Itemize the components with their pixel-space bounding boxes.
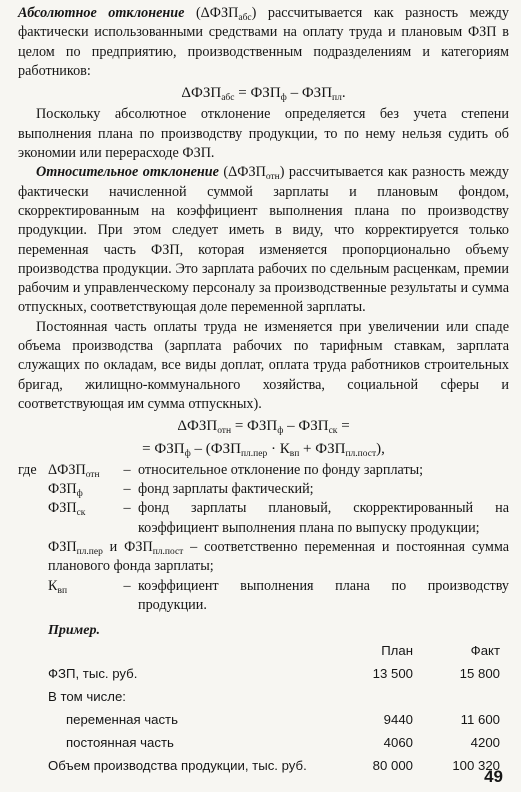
- paragraph-absolute-limitation: Поскольку абсолютное отклонение определяется без учета степени выполнения плана по производству продукции, то по нему нельзя судить об экономии или перерасходе ФЗП.: [18, 106, 509, 162]
- table-row: ФЗП, тыс. руб. 13 500 15 800: [48, 665, 500, 681]
- definition-symbol: $К_{вп}$: [48, 577, 68, 596]
- table-header-row: [48, 641, 500, 664]
- definition-symbol: $ФЗП_ф$: [48, 481, 83, 500]
- definition-item: $ФЗП_{пл.пер}$ и $ФЗП_{пл.пост}$ – соответственно переменная и постоянная сумма планового фонда зарплаты;: [48, 539, 510, 575]
- formula-relative-deviation-2: = $ФЗП_ф - (ФЗП_{пл.пер} \cdot К_{вп} + ФЗП_{пл.пост})$,: [142, 440, 385, 459]
- definition-item: $ФЗП_ф$ – фонд зарплаты фактический;: [48, 481, 314, 500]
- column-header-fact: Факт: [470, 642, 500, 658]
- definition-symbol: $ФЗП_{ск}$: [48, 500, 86, 519]
- paragraph-fixed-part: Постоянная часть оплаты труда не изменяется при увеличении или спаде объема производства (зарплата рабочих по тарифным ставкам, зарплата служащих по окладам, все виды доплат, оплата труда работников строительных бригад, жилищно-коммунального хозяйства, социальной сферы и соответствующая им сумма отпускных).: [18, 318, 509, 412]
- table-row: Объем производства продукции, тыс. руб. 80 000 100 320: [48, 757, 500, 773]
- example-section: [18, 621, 509, 778]
- term-relative-deviation: Относительное отклонение: [36, 164, 219, 181]
- term-absolute-deviation: Абсолютное отклонение: [18, 5, 185, 21]
- formula-relative-deviation-1: $\Delta ФЗП_{отн} = ФЗП_ф - ФЗП_{ск}$ =: [177, 418, 350, 437]
- definition-item: где $\Delta ФЗП_{отн}$ – относительное отклонение по фонду зарплаты;: [18, 461, 424, 480]
- formula-absolute-deviation: $\Delta ФЗП_{абс} = ФЗП_ф - ФЗП_{пл}$.: [181, 85, 346, 104]
- example-table: [48, 641, 500, 779]
- table-row: переменная часть 9440 11 600: [66, 711, 500, 727]
- definitions-list: [18, 461, 509, 615]
- table-row: В том числе:: [48, 688, 126, 704]
- definition-symbol: $\Delta ФЗП_{отн}$: [48, 461, 100, 480]
- table-row: постоянная часть 4060 4200: [66, 734, 500, 750]
- definition-item: $ФЗП_{ск}$ – фонд зарплаты плановый, скорректированный на коэффициент выполнения плана по выпуску продукции;: [48, 500, 509, 536]
- example-title: Пример.: [48, 623, 100, 639]
- paragraph-relative-deviation: Относительное отклонение $(\Delta ФЗП_{отн})$ рассчитывается как разность между фактически начисленной суммой зарплаты и плановым фондом, скорректированным на коэффициент выполнения плана по производству продукции. При этом следует иметь в виду, что корректируется только переменная часть ФЗП, которая изменяется пропорционально объему производства продукции. Это зарплата рабочих по сдельным расценкам, премии рабочим и управленческому персоналу за производственные результаты и сумма отпускных, соответствующая доле переменной зарплаты.: [18, 164, 509, 316]
- column-header-plan: План: [381, 642, 413, 658]
- page-number: 49: [484, 766, 503, 786]
- paragraph-absolute-deviation: Абсолютное отклонение $(\Delta ФЗП_{абс})$ рассчитывается как разность между фактически использованными средствами на оплату труда и плановым ФЗП в целом по предприятию, производственным подразделениям и категориям работников:: [18, 5, 509, 79]
- definition-item: $К_{вп}$ – коэффициент выполнения плана по производству продукции.: [48, 577, 509, 613]
